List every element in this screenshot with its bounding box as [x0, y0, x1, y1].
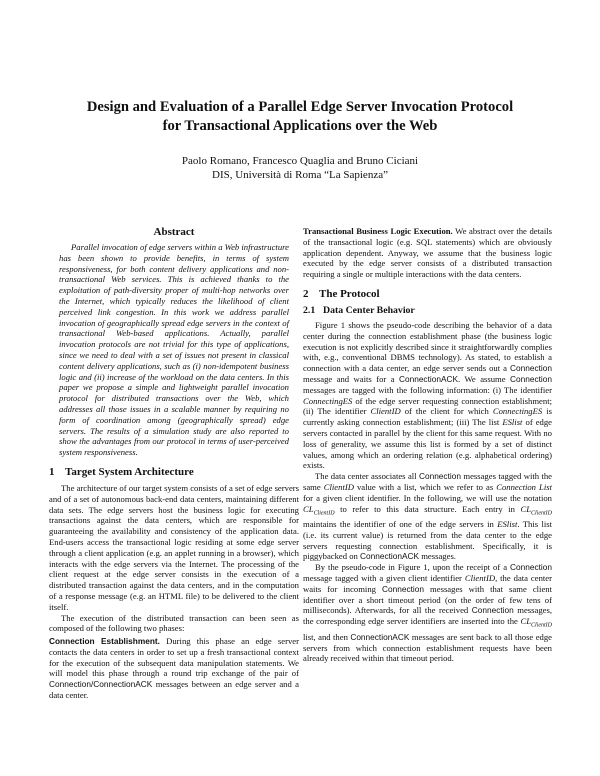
- paragraph-text: of the client for which: [400, 406, 493, 417]
- math-es-list: ESlist: [497, 519, 518, 530]
- paragraph-text: messages.: [419, 551, 456, 562]
- paragraph-text: We abstract over the details of the transactional logic (e.g. SQL statements) which are obviously application dependent. Anyway, we assume that the business logic executed by the edge server consists of a distributed transaction requiring a single or multiple interactions with the data centers.: [303, 226, 552, 280]
- connection-establishment-runin: Connection Establishment.: [49, 636, 160, 647]
- paper-title: [40, 98, 560, 136]
- author-names: Paolo Romano, Francesco Quaglia and Bruno Ciciani: [181, 155, 419, 167]
- term-connection: Connection: [471, 605, 514, 616]
- section-2-heading: [303, 288, 552, 301]
- paragraph-text: maintains the identifier of one of the edge servers in: [303, 519, 498, 530]
- author-block: [40, 154, 560, 182]
- math-cl-clientid: [520, 503, 552, 517]
- left-column: [49, 226, 299, 701]
- section-2-paragraph-2: [303, 471, 552, 562]
- math-client-id: ClientID: [464, 573, 496, 584]
- subsection-2-1-heading: [303, 305, 552, 317]
- title-line-1: Design and Evaluation of a Parallel Edge Server Invocation Protocol: [86, 99, 514, 115]
- math-es-list: ESlist: [502, 417, 523, 428]
- section-1-paragraph-1: The architecture of our target system consists of a set of edge servers and of a set of autonomous back-end data centers, maintaining different data sets. The edge servers host the business logic for executing transactions against the data centers, which are responsible for guaranteeing the availability and consistency of the application data. End-users access the transactional logic residing at some edge server through a client application (e.g. an applet running in a browser), which interacts with the edge servers via the Internet. The processing of the client request at the edge server consists in the execution of a distributed transaction against the data centers, and in the computation of a response message (e.g. an HTML file) to be delivered to the client itself.: [49, 482, 299, 612]
- term-connection-list: Connection List: [496, 481, 552, 492]
- paragraph-text: Figure 1 shows the pseudo-code describing the behavior of a data center during the connection establishment phase (the business logic execution is not explicitly described since it straightforwardly complies with, e.g., conventional DBMS technology). As stated, to establish a connection with a data center, an edge server sends out a: [303, 319, 552, 374]
- math-connecting-es: ConnectingES: [303, 395, 353, 406]
- right-column: [303, 226, 552, 664]
- math-cl-base: CL: [303, 503, 314, 514]
- math-client-id: ClientID: [370, 406, 401, 417]
- section-1-number: 1: [49, 465, 55, 478]
- paragraph-text: for a given client identifier. In the following, we will use the notation: [303, 492, 552, 503]
- section-2-number: 2: [303, 287, 309, 300]
- term-connectionack: ConnectionACK: [350, 631, 410, 642]
- math-client-id: ClientID: [323, 481, 354, 492]
- message-pair: Connection/ConnectionACK: [49, 679, 153, 690]
- term-connection: Connection: [510, 373, 553, 384]
- paragraph-text: The data center associates all: [315, 471, 419, 482]
- subsection-2-1-title: Data Center Behavior: [323, 304, 415, 316]
- paragraph-text: value with a list, which we refer to as: [353, 481, 497, 492]
- business-logic-paragraph: [303, 226, 552, 280]
- term-connectionack: ConnectionACK: [398, 373, 459, 384]
- connection-establishment-paragraph: [49, 636, 299, 701]
- term-connection: Connection: [382, 583, 424, 594]
- section-2-paragraph-1: [303, 320, 552, 471]
- math-cl-clientid: [303, 503, 335, 517]
- business-logic-runin: Transactional Business Logic Execution.: [303, 226, 453, 236]
- term-connection: Connection: [510, 562, 552, 573]
- section-2-title: The Protocol: [319, 287, 380, 300]
- paragraph-text: of edge servers contacted in parallel by the client for this same request. With no loss of generality, we assume this list is formed by a set of distinct values, among which an ordering relation (e.g. alphabetical ordering) exists.: [303, 417, 553, 471]
- math-connecting-es: ConnectingES: [492, 406, 543, 417]
- paragraph-text: , the data center waits for incoming: [303, 573, 552, 594]
- paragraph-text: messages between an edge server and a data center.: [49, 679, 299, 701]
- paragraph-text: messages, the corresponding edge server identifiers are inserted into the: [303, 605, 553, 627]
- paragraph-text: By the pseudo-code in Figure 1, upon the receipt of a: [315, 562, 511, 573]
- author-affiliation: DIS, Università di Roma “La Sapienza”: [212, 169, 388, 181]
- paragraph-text: messages are sent back to all those edge servers from which connection establishment requests have been already received within that timeout period.: [303, 631, 552, 664]
- paragraph-text: messages with that same client identifier over a short timeout period (on the order of few tens of milliseconds). Afterwards, for all the received: [303, 583, 552, 616]
- paragraph-text: message and waits for a: [303, 373, 399, 384]
- term-connectionack: ConnectionACK: [360, 551, 420, 562]
- section-1-title: Target System Architecture: [65, 465, 194, 478]
- math-cl-subscript: ClientID: [531, 622, 552, 629]
- paragraph-text: messages are tagged with the following information: (i) The identifier: [303, 384, 552, 395]
- paragraph-text: . We assume: [458, 373, 511, 384]
- math-cl-clientid: [520, 616, 552, 629]
- section-1-paragraph-2: The execution of the distributed transaction can been seen as composed of the following two phases:: [49, 612, 299, 634]
- paragraph-text: list, and then: [303, 631, 351, 642]
- section-1-heading: [49, 466, 299, 479]
- title-line-2: for Transactional Applications over the Web: [162, 118, 438, 134]
- paragraph-text: . This list (i.e. its current value) is returned from the data center to the edge servers requesting connection establishment. Specifically, it is piggybacked on: [303, 519, 552, 562]
- term-connection: Connection: [418, 471, 461, 482]
- math-cl-subscript: ClientID: [531, 510, 552, 517]
- abstract-text: Parallel invocation of edge servers within a Web infrastructure has been shown to provide benefits, in terms of system responsiveness, for both content delivery applications and non-transactional Web services. This is achieved thanks to the exploitation of path-diversity proper of multi-hop networks over the Internet, which typically reduces the likelihood of client perceived link congestion. In this work we address parallel invocation of geographically spread edge servers in the context of transactional Web-based applications. Actually, parallel invocation protocols are not trivial for this type of applications, since we need to deal with a set of issues not present in classical content delivery applications, such as (i) non-idempotent business logic and (ii) increase of the workload on the data centers. In this paper we propose a simple and lightweight parallel invocation protocol for distributed transactions over the Web, which addresses all those issues in a scalable manner by requiring no form of coordination among (geographically spread) edge servers. The results of a simulation study are also reported to show the advantages from our protocol in terms of user-perceived system responsiveness.: [59, 242, 289, 458]
- section-2-paragraph-3: [303, 562, 552, 664]
- abstract-heading: Abstract: [153, 226, 195, 238]
- paragraph-text: During this phase an edge server contacts the data centers in order to set up a fresh transactional context for the execution of the subsequent data manipulation statements. We will model this phase through a round trip exchange of the pair of: [49, 636, 299, 679]
- subsection-2-1-number: 2.1: [303, 304, 316, 316]
- paragraph-text: to refer to this data structure. Each entry in: [334, 503, 521, 514]
- paragraph-text: of the edge server requesting connection establishment; (ii) The identifier: [303, 395, 552, 417]
- term-connection: Connection: [510, 363, 552, 374]
- paragraph-text: message tagged with a given client identifier: [303, 573, 465, 584]
- math-cl-subscript: ClientID: [313, 510, 335, 517]
- math-cl-base: CL: [520, 503, 531, 514]
- paragraph-text: messages tagged with the same: [303, 471, 553, 492]
- math-cl-base: CL: [520, 616, 531, 627]
- paragraph-text: is currently asking connection establishment; (iii) The list: [303, 406, 552, 428]
